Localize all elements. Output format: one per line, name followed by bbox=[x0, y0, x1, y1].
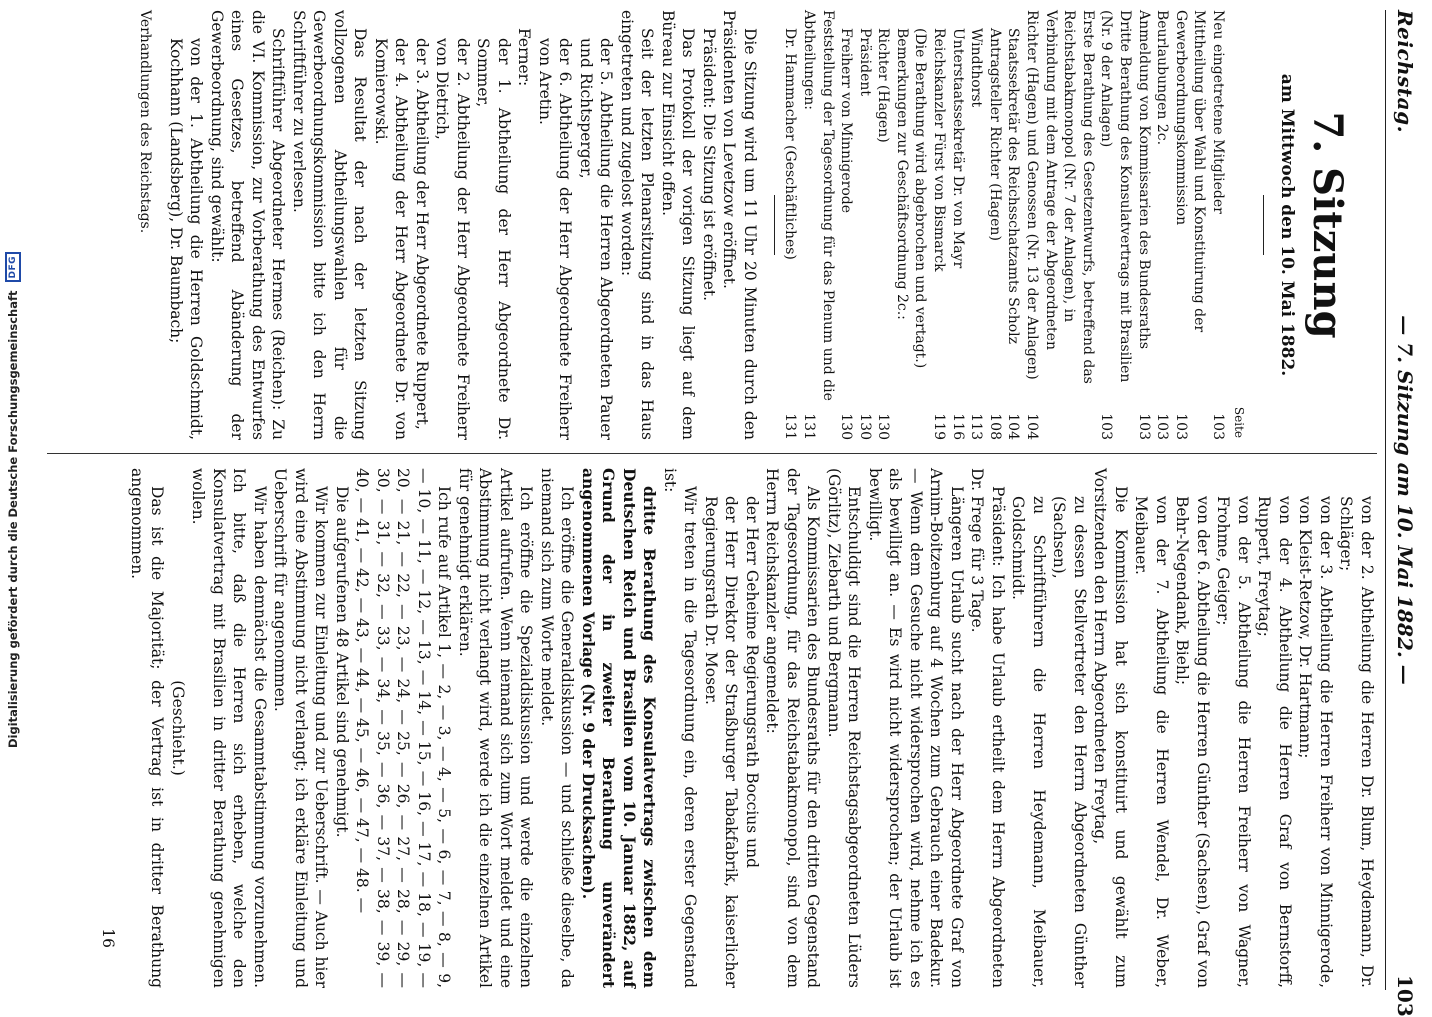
paragraph: Wir haben demnächst die Gesammtabstimmung vorzunehmen. Ich bitte, daß die Herren sich erheben, welche den Konsulatvertrag mit Brasilien in dritter Berathung genehmigen wollen. bbox=[189, 468, 269, 988]
paragraph: Entschuldigt sind die Herren Reichstagsabgeordneten Lüders (Görlitz), Ziebarth und Bergmann. bbox=[825, 468, 864, 988]
list-item: zu Schriftführern die Herren Heydemann, Meibauer, Goldschmidt. bbox=[1009, 496, 1048, 988]
list-item: der 2. Abtheilung der Herr Abgeordnete Freiherr von Dietrich, bbox=[433, 38, 472, 440]
toc-entry-text: Dr. Hammacher (Geschäftliches) bbox=[782, 28, 799, 260]
toc-entry-page: 130 bbox=[838, 413, 855, 440]
list-item: von der 7. Abtheilung die Herren Wendel, Dr. Weber, Meibauer. bbox=[1132, 496, 1171, 988]
toc-entry-page: 116 bbox=[949, 413, 966, 440]
paragraph: Präsident: Ich habe Urlaub ertheilt dem Herrn Abgeordneten Dr. Frege für 3 Tage. bbox=[968, 468, 1007, 988]
paragraph: Ich rufe auf Artikel 1, — 2, — 3, — 4, — 5, — 6, — 7, — 8, — 9, — 10, — 11, — 12, — 13, — 14, — 15, — 16, — 17, — 18, — 19, — 20, — 21, — 22, — 23, — 24, — 25, — 26, — 27, — 28, — 29, — 30, — 31, — 32, — 33, — 34, — 35, — 36, — 37, — 38, — 39, — 40, — 41, — 42, — 43, — 44, — 45, — 46, — 47, — 48. — bbox=[353, 468, 454, 988]
session-title: 7. Sitzung bbox=[1304, 111, 1351, 339]
toc-entry-text: Staatssekretär des Reichsschatzamts Scholz bbox=[1005, 28, 1022, 344]
toc-entry-page: 103 bbox=[1154, 413, 1171, 440]
paragraph: Die Sitzung wird um 11 Uhr 20 Minuten durch den Präsidenten von Levetzow eröffnet. bbox=[720, 10, 759, 440]
toc-entry-page: 113 bbox=[968, 413, 985, 440]
toc-header: Seite bbox=[1232, 406, 1247, 438]
list-item: der 1. Abtheilung der Herr Abgeordnete Dr. Sommer, bbox=[474, 38, 513, 440]
list-item: der Herr Direktor der Straßburger Tabakfabrik, kaiserlicher Regierungsrath Dr. Moser. bbox=[702, 496, 741, 988]
toc-entry bbox=[1171, 10, 1208, 440]
list-item: von der 2. Abtheilung die Herren Dr. Blum, Heydemann, Dr. Schläger; bbox=[1337, 496, 1376, 988]
toc-entry-page: 104 bbox=[1024, 413, 1041, 440]
right-column bbox=[98, 468, 1377, 988]
toc-entry-text: Reichskanzler Fürst von Bismarck bbox=[931, 28, 948, 272]
toc-entry-page: 103 bbox=[1172, 413, 1189, 440]
paragraph: Das Protokoll der vorigen Sitzung liegt auf dem Büreau zur Einsicht offen. bbox=[658, 10, 698, 440]
toc-entry-text: Dritte Berathung des Konsulatvertrags mit Brasilien (Nr. 9 der Anlagen) bbox=[1098, 10, 1134, 383]
session-date: am Mittwoch den 10. Mai 1882. bbox=[1277, 73, 1297, 377]
toc-entry bbox=[874, 10, 893, 440]
toc-entry-page: 130 bbox=[875, 413, 892, 440]
dfg-logo: DFG bbox=[5, 252, 21, 283]
list-item: von der 3. Abtheilung die Herren Freiherr von Minnigerode, von Kleist-Retzow, Dr. Hartmann; bbox=[1296, 496, 1335, 988]
toc-entry-page: 108 bbox=[986, 413, 1003, 440]
toc-entry-page: 103 bbox=[1135, 413, 1152, 440]
toc-entry bbox=[930, 10, 949, 440]
header-rule bbox=[1385, 10, 1386, 990]
credit-text: Digitalisierung gefördert durch die Deutsche Forschungsgemeinschaft bbox=[6, 290, 20, 749]
toc-entry-text: Bemerkungen zur Geschäftsordnung 2c.: bbox=[893, 28, 910, 320]
toc-entry-text: Richter (Hagen) bbox=[875, 28, 892, 143]
paragraph: Seit der letzten Plenarsitzung sind in das Haus eingetreten und zugelost worden: bbox=[617, 10, 657, 440]
toc-rule bbox=[774, 195, 775, 255]
paragraph: Wir treten in die Tagesordnung ein, deren erster Gegenstand ist: bbox=[661, 468, 700, 988]
left-body-text bbox=[135, 10, 760, 440]
toc-entry bbox=[837, 10, 856, 440]
toc-entry bbox=[911, 10, 930, 440]
toc-entry bbox=[967, 10, 986, 440]
paragraph: Längeren Urlaub sucht nach der Herr Abgeordnete Graf von Arnim-Boitzenburg auf 4 Wochen zum Gebrauch einer Badekur. — Wenn dem Gesuche nicht widersprochen wird, nehme ich es als bewilligt an. — Es wird nicht widersprochen; der Urlaub ist bewilligt. bbox=[866, 468, 966, 988]
toc-entry-page: 103 bbox=[1210, 413, 1226, 440]
toc-entry bbox=[855, 10, 874, 440]
right-body-text bbox=[98, 468, 1377, 988]
toc-entry bbox=[1097, 10, 1134, 440]
toc-entry-page: 131 bbox=[782, 413, 799, 440]
paragraph: Ich eröffne die Generaldiskussion — und schließe dieselbe, da niemand sich zum Worte meldet. bbox=[538, 468, 577, 988]
toc-entry-text: Feststellung der Tagesordnung für das Plenum und die Abtheilungen: bbox=[800, 10, 836, 401]
running-head-left: Reichstag. bbox=[1393, 10, 1417, 134]
table-of-contents bbox=[781, 10, 1227, 440]
paragraph: Das ist die Majorität; der Vertrag ist in dritter Berathung angenommen. bbox=[128, 468, 167, 988]
page-footer: Verhandlungen des Reichstags. bbox=[137, 10, 154, 234]
toc-entry-text: Präsident bbox=[856, 28, 873, 97]
toc-entry-text: Windthorst bbox=[968, 28, 985, 108]
list-item: von der 5. Abtheilung die Herren Freiherr von Wagner, Frohme, Geiger; bbox=[1214, 496, 1253, 988]
paragraph: Wir kommen zur Einleitung und zur Ueberschrift. — Auch hier wird eine Abstimmung nicht verlangt; ich erkläre Einleitung und Ueberschrift für angenommen. bbox=[271, 468, 331, 988]
toc-entry bbox=[985, 10, 1004, 440]
paragraph: Ich eröffne die Spezialdiskussion und werde die einzelnen Artikel aufrufen. Wenn niemand sich zum Wort meldet und eine Abstimmung nicht verlangt wird, werde ich die einzelnen Artikel für genehmigt erklären. bbox=[456, 468, 536, 988]
list-item: der 4. Abtheilung der Herr Abgeordnete Dr. von Komierowski. bbox=[371, 38, 411, 440]
running-head-center: — 7. Sitzung am 10. Mai 1882. — bbox=[1393, 315, 1417, 685]
digitization-credit bbox=[0, 0, 26, 1000]
toc-entry-text: Beurlaubungen 2c. bbox=[1154, 10, 1171, 146]
toc-entry-page: 104 bbox=[1005, 413, 1022, 440]
toc-entry bbox=[1004, 10, 1023, 440]
agenda-item: dritte Berathung des Konsulatvertrags zwischen dem Deutschen Reich und Brasilien vom 10. Januar 1882, auf Grund der in zweiter Berathung unverändert angenommenen Vorlage (Nr. 9 der Drucksachen). bbox=[579, 468, 660, 988]
left-column bbox=[135, 10, 1377, 440]
toc-entry bbox=[1208, 10, 1227, 440]
list-item: zu dessen Stellvertreter den Herrn Abgeordneten Günther (Sachsen), bbox=[1050, 496, 1089, 988]
toc-entry-page: 130 bbox=[856, 413, 873, 440]
toc-entry-text: Erste Berathung des Gesetzentwurfs, betreffend das Reichstabakmonopol (Nr. 7 der Anlagen), in Verbindung mit dem Antrage der Abgeordneten Richter (Hagen) und Genossen (Nr. 13 der Anlagen) bbox=[1024, 10, 1096, 384]
toc-entry-text: Freiherr von Minnigerode bbox=[838, 28, 855, 214]
signature-mark: 16 bbox=[99, 928, 118, 948]
toc-entry-text: Antragsteller Richter (Hagen) bbox=[986, 28, 1003, 241]
list-item: der 3. Abtheilung der Herr Abgeordnete Ruppert, bbox=[412, 38, 431, 430]
list-item: der 5. Abtheilung die Herren Abgeordneten Pauer und Richtsperger, bbox=[576, 38, 616, 440]
page-number: 103 bbox=[1393, 975, 1417, 1017]
toc-entry-text: Neu eingetretene Mitglieder bbox=[1210, 10, 1226, 214]
list-item: der Herr Geheime Regierungsrath Boccius und bbox=[743, 496, 761, 869]
title-rule bbox=[1264, 195, 1265, 255]
list-item: von der 6. Abtheilung die Herren Günther (Sachsen), Graf von Behr-Negendank, Biehl; bbox=[1173, 496, 1212, 988]
toc-entry-page: 131 bbox=[800, 413, 817, 440]
toc-entry bbox=[1022, 10, 1096, 440]
toc-entry bbox=[948, 10, 967, 440]
toc-entry bbox=[1153, 10, 1172, 440]
toc-entry-text: Anmeldung von Kommissarien des Bundesraths bbox=[1135, 10, 1152, 350]
list-item: von der 1. Abtheilung die Herren Goldschmidt, Kochhann (Landsberg), Dr. Baumbach; bbox=[166, 38, 206, 440]
column-separator bbox=[47, 453, 1377, 454]
paragraph: Die Kommission hat sich konstituirt und gewählt zum Vorsitzenden den Herrn Abgeordneten Freytag, bbox=[1091, 468, 1130, 988]
toc-entry bbox=[892, 10, 911, 440]
running-head bbox=[1387, 0, 1417, 1017]
list-item: der 6. Abtheilung der Herr Abgeordnete Freiherr von Aretin. bbox=[535, 38, 575, 440]
toc-entry-text: (Die Berathung wird abgebrochen und vertagt.) bbox=[912, 28, 929, 369]
toc-entry-page: 119 bbox=[931, 413, 948, 440]
toc-entry bbox=[781, 10, 800, 440]
paragraph: Die aufgerufenen 48 Artikel sind genehmigt. bbox=[333, 486, 351, 838]
toc-entry-text: Unterstaatssekretär Dr. von Mayr bbox=[949, 28, 966, 269]
stage-direction: (Geschieht.) bbox=[169, 680, 187, 776]
toc-entry-page: 103 bbox=[1098, 413, 1115, 440]
list-item: von der 4. Abtheilung die Herren Graf von Bernstorff, Ruppert, Freytag; bbox=[1255, 496, 1294, 988]
paragraph: Ferner: bbox=[515, 28, 534, 87]
paragraph: Als Kommissarien des Bundesraths für den dritten Gegenstand der Tagesordnung, für das Reichstabakmonopol, sind von dem Herrn Reichskanzler angemeldet: bbox=[763, 468, 823, 988]
paragraph: Präsident: Die Sitzung ist eröffnet. bbox=[699, 28, 718, 302]
toc-entry bbox=[799, 10, 836, 440]
toc-entry bbox=[1134, 10, 1153, 440]
toc-entry-text: Mittheilung über Wahl und Konstituirung der Gewerbeordnungskommission bbox=[1172, 10, 1208, 333]
paragraph: Schriftführer Abgeordneter Hermes (Reichen): Zu die VI. Kommission, zur Vorberathung des Entwurfes eines Gesetzes, betreffend Abänderung der Gewerbeordnung, sind gewählt: bbox=[207, 10, 288, 440]
paragraph: Das Resultat der nach der letzten Sitzung vollzogenen Abtheilungswahlen für die Gewerbeordnungskommission bitte ich den Herrn Schriftführer zu verlesen. bbox=[289, 10, 370, 440]
